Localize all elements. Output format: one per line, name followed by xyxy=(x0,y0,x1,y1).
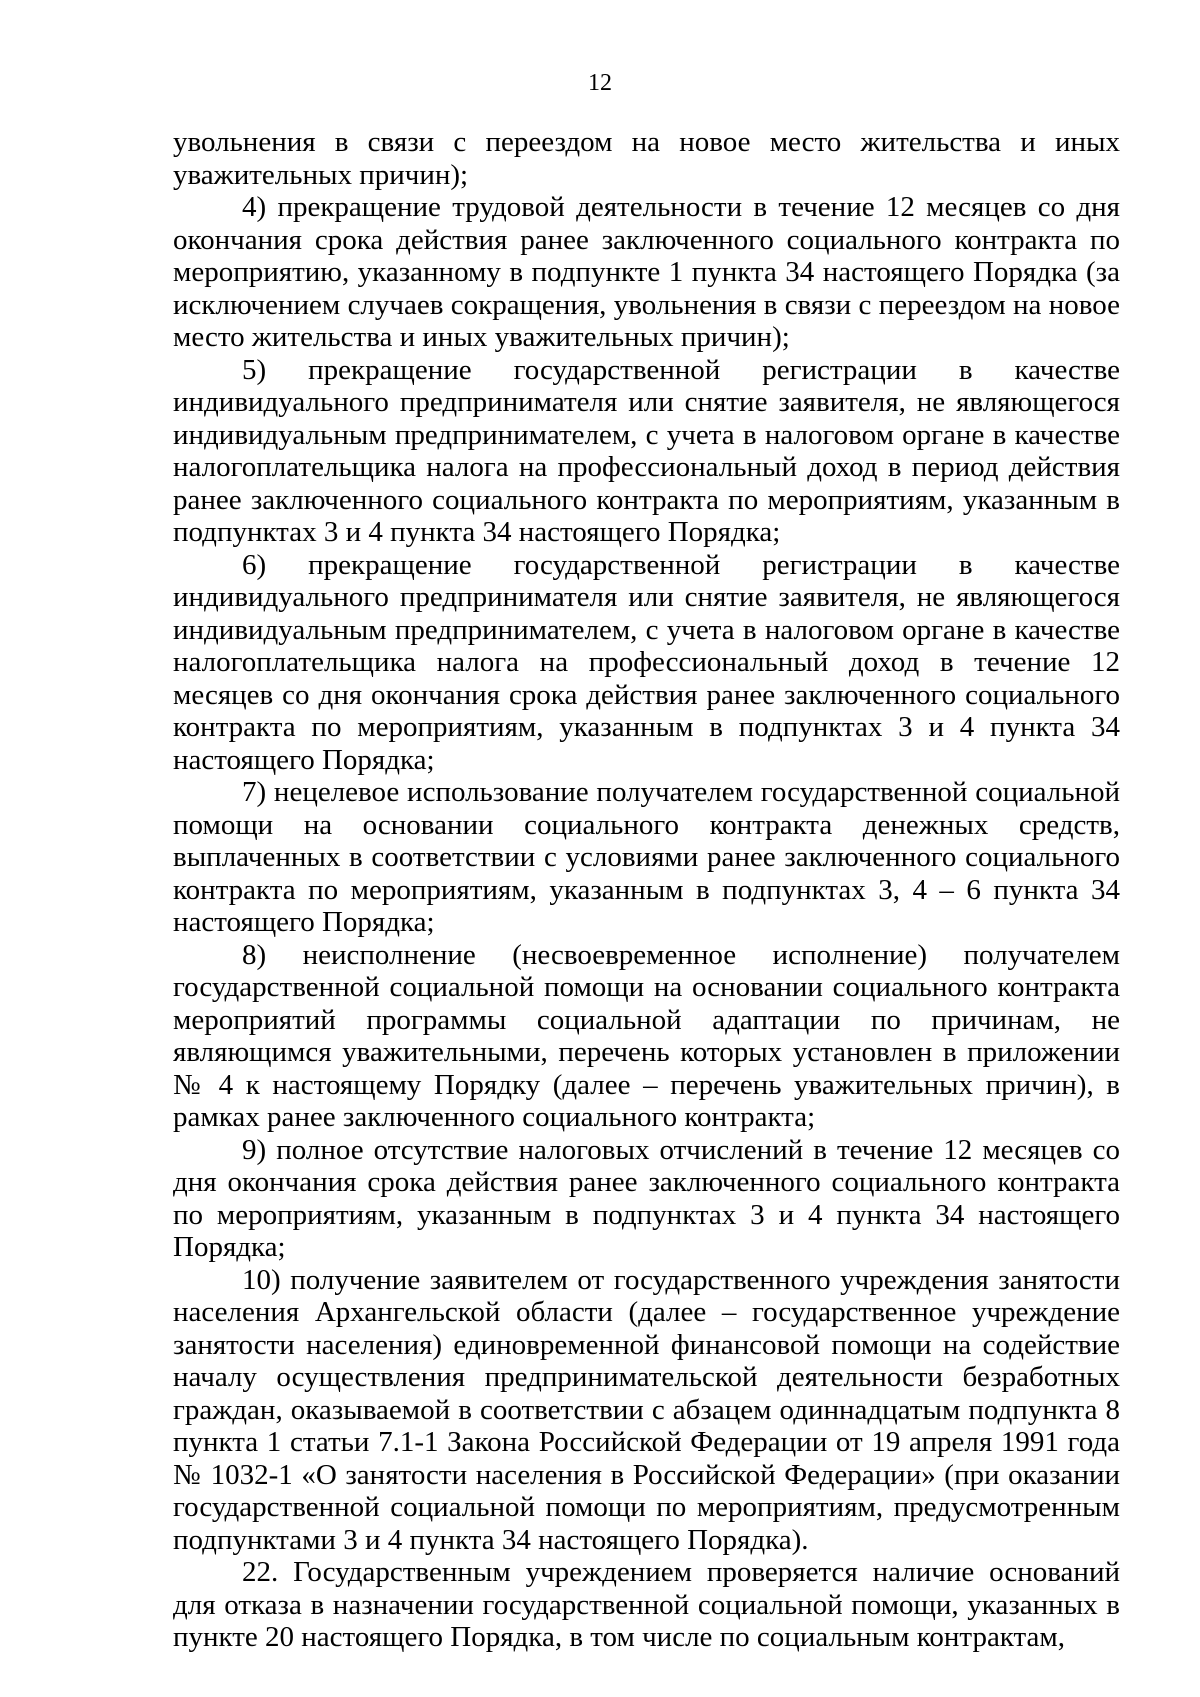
paragraph-item-5: 5) прекращение государственной регистрации в качестве индивидуального предпринимателя или снятие заявителя, не являющегося индивидуальным предпринимателем, с учета в налоговом органе в качестве налогоплательщика налога на профессиональный доход в период действия ранее заключенного социального контракта по мероприятиям, указанным в подпунктах 3 и 4 пункта 34 настоящего Порядка; xyxy=(173,353,1120,548)
page-number: 12 xyxy=(588,70,612,96)
paragraph-section-22: 22. Государственным учреждением проверяется наличие оснований для отказа в назначении государственной социальной помощи, указанных в пункте 20 настоящего Порядка, в том числе по социальным контрактам, xyxy=(173,1556,1120,1653)
paragraph-item-7: 7) нецелевое использование получателем государственной социальной помощи на основании социального контракта денежных средств, выплаченных в соответствии с условиями ранее заключенного социального контракта по мероприятиям, указанным в подпунктах 3, 4 – 6 пункта 34 настоящего Порядка; xyxy=(173,776,1120,938)
document-body xyxy=(173,126,1120,1654)
paragraph-item-4: 4) прекращение трудовой деятельности в течение 12 месяцев со дня окончания срока действия ранее заключенного социального контракта по мероприятию, указанному в подпункте 1 пункта 34 настоящего Порядка (за исключением случаев сокращения, увольнения в связи с переездом на новое место жительства и иных уважительных причин); xyxy=(173,191,1120,353)
paragraph-item-10: 10) получение заявителем от государственного учреждения занятости населения Архангельской области (далее – государственное учреждение занятости населения) единовременной финансовой помощи на содействие началу осуществления предпринимательской деятельности безработных граждан, оказываемой в соответствии с абзацем одиннадцатым подпункта 8 пункта 1 статьи 7.1-1 Закона Российской Федерации от 19 апреля 1991 года № 1032-1 «О занятости населения в Российской Федерации» (при оказании государственной социальной помощи по мероприятиям, предусмотренным подпунктами 3 и 4 пункта 34 настоящего Порядка). xyxy=(173,1263,1120,1556)
paragraph-item-6: 6) прекращение государственной регистрации в качестве индивидуального предпринимателя или снятие заявителя, не являющегося индивидуальным предпринимателем, с учета в налоговом органе в качестве налогоплательщика налога на профессиональный доход в течение 12 месяцев со дня окончания срока действия ранее заключенного социального контракта по мероприятиям, указанным в подпунктах 3 и 4 пункта 34 настоящего Порядка; xyxy=(173,548,1120,776)
paragraph-continuation: увольнения в связи с переездом на новое место жительства и иных уважительных причин); xyxy=(173,126,1120,191)
paragraph-item-8: 8) неисполнение (несвоевременное исполнение) получателем государственной социальной помощи на основании социального контракта мероприятий программы социальной адаптации по причинам, не являющимся уважительными, перечень которых установлен в приложении № 4 к настоящему Порядку (далее – перечень уважительных причин), в рамках ранее заключенного социального контракта; xyxy=(173,938,1120,1133)
paragraph-item-9: 9) полное отсутствие налоговых отчислений в течение 12 месяцев со дня окончания срока действия ранее заключенного социального контракта по мероприятиям, указанным в подпунктах 3 и 4 пункта 34 настоящего Порядка; xyxy=(173,1133,1120,1263)
